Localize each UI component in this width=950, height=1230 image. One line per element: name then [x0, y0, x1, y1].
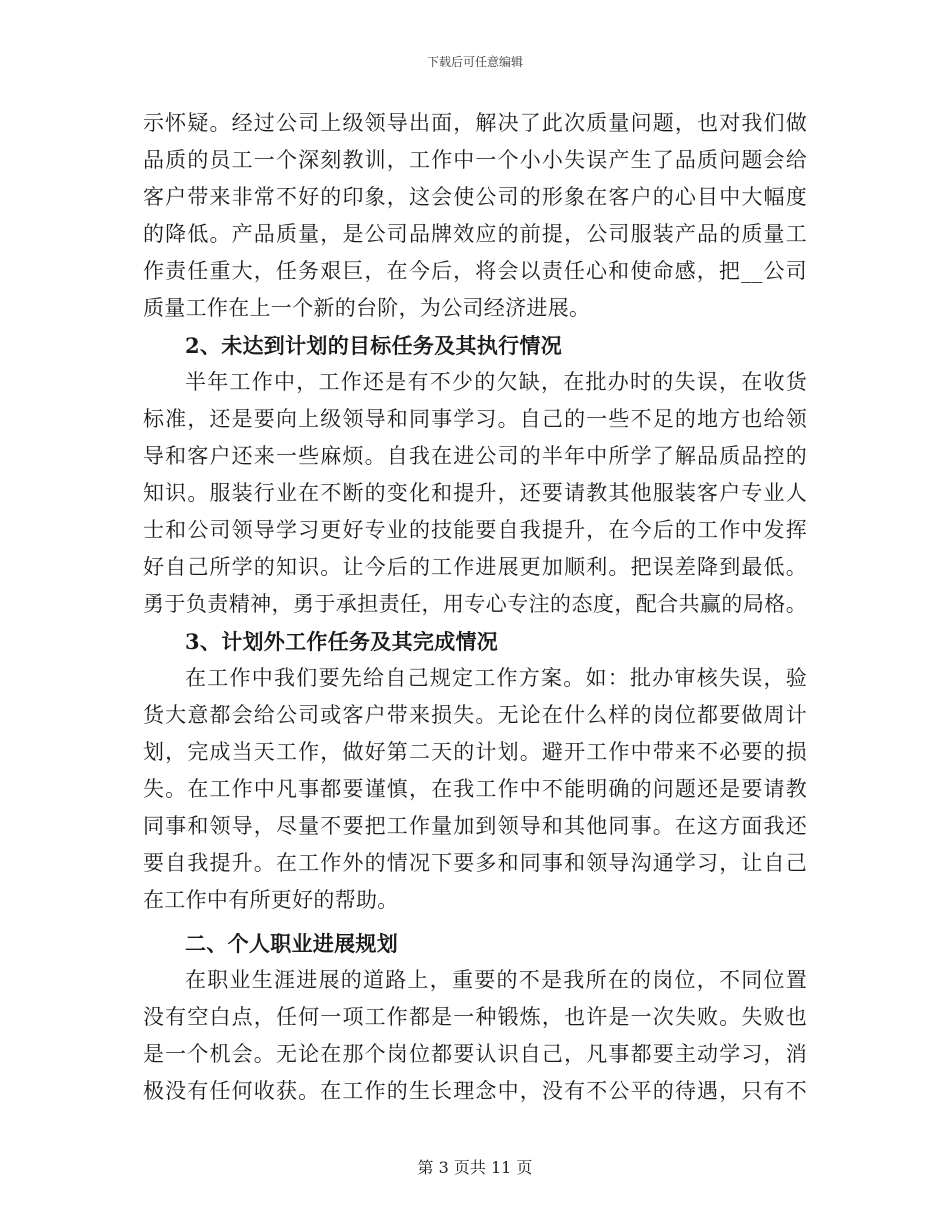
body-line: 品质的员工一个深刻教训，工作中一个小小失误产生了品质问题会给: [143, 148, 807, 172]
body-line: 客户带来非常不好的印象，这会使公司的形象在客户的心目中大幅度: [143, 185, 807, 209]
body-line: 在工作中有所更好的帮助。: [143, 888, 399, 912]
body-line: 示怀疑。经过公司上级领导出面，解决了此次质量问题，也对我们做: [143, 111, 807, 135]
page-header: 下载后可任意编辑: [426, 55, 523, 69]
body-line: 好自己所学的知识。让今后的工作进展更加顺利。把误差降到最低。: [143, 555, 807, 579]
body-line: 士和公司领导学习更好专业的技能要自我提升，在今后的工作中发挥: [143, 518, 807, 542]
body-line: 没有空白点，任何一项工作都是一种锻炼，也许是一次失败。失败也: [143, 1005, 807, 1029]
body-line: 的降低。产品质量，是公司品牌效应的前提，公司服装产品的质量工: [143, 222, 807, 246]
body-line: 是一个机会。无论在那个岗位都要认识自己，凡事都要主动学习，消: [143, 1042, 807, 1066]
body-line: 在职业生涯进展的道路上，重要的不是我所在的岗位，不同位置: [185, 968, 807, 992]
body-line: 作责任重大，任务艰巨，在今后，将会以责任心和使命感，把__公司: [143, 259, 807, 283]
body-line: 在工作中我们要先给自己规定工作方案。如：批办审核失误，验: [185, 666, 807, 690]
page-number: 第 3 页共 11 页: [417, 1158, 533, 1177]
section-heading: 2、未达到计划的目标任务及其执行情况: [185, 333, 563, 358]
body-line: 知识。服装行业在不断的变化和提升，还要请教其他服装客户专业人: [143, 481, 807, 505]
section-heading: 3、计划外工作任务及其完成情况: [185, 629, 499, 654]
document-body: [143, 105, 807, 1110]
section-heading: 二、个人职业进展规划: [185, 931, 398, 956]
body-line: 失。在工作中凡事都要谨慎，在我工作中不能明确的问题还是要请教: [143, 777, 807, 801]
body-line: 勇于负责精神，勇于承担责任，用专心专注的态度，配合共赢的局格。: [143, 592, 807, 616]
body-line: 货大意都会给公司或客户带来损失。无论在什么样的岗位都要做周计: [143, 703, 807, 727]
body-line: 同事和领导，尽量不要把工作量加到领导和其他同事。在这方面我还: [143, 814, 807, 838]
body-line: 标准，还是要向上级领导和同事学习。自己的一些不足的地方也给领: [143, 407, 807, 431]
body-line: 要自我提升。在工作外的情况下要多和同事和领导沟通学习，让自己: [143, 851, 807, 875]
body-line: 导和客户还来一些麻烦。自我在进公司的半年中所学了解品质品控的: [143, 444, 807, 468]
body-line: 质量工作在上一个新的台阶，为公司经济进展。: [143, 296, 591, 320]
body-line: 划，完成当天工作，做好第二天的计划。避开工作中带来不必要的损: [143, 740, 807, 764]
body-line: 极没有任何收获。在工作的生长理念中，没有不公平的待遇，只有不: [143, 1079, 807, 1103]
body-line: 半年工作中，工作还是有不少的欠缺，在批办时的失误，在收货: [185, 370, 807, 394]
